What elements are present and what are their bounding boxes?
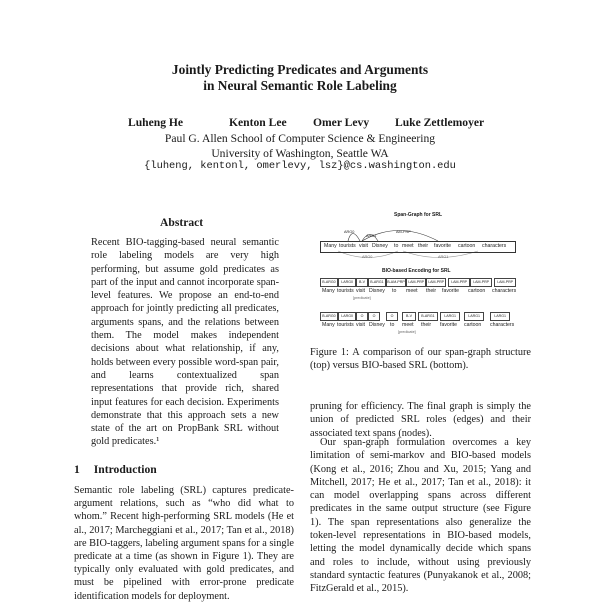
row2-tag-8: I-ARG1: [440, 312, 460, 321]
row2-tag-2: I-ARG0: [338, 312, 356, 321]
arc-label-2: ARG1: [366, 234, 377, 238]
author-2: Kenton Lee: [229, 116, 287, 129]
span-word-2: tourists: [339, 243, 356, 249]
row2-word-10: characters: [490, 322, 515, 328]
arc-label-4: ARG0: [362, 255, 373, 259]
row2-tag-7: B-ARG1: [418, 312, 438, 321]
row1-word-9: cartoon: [468, 288, 486, 294]
row1-word-3: visit: [356, 288, 365, 294]
row1-tag-3: B-V: [356, 278, 368, 287]
author-4: Luke Zettlemoyer: [395, 116, 485, 129]
row2-word-8: favorite: [440, 322, 458, 328]
row2-tag-3: O: [356, 312, 368, 321]
row1-word-2: tourists: [337, 288, 354, 294]
span-graph-title: Span-Graph for SRL: [394, 212, 443, 218]
arc-label-3: AM-PRP: [396, 230, 411, 234]
author-1: Luheng He: [128, 116, 184, 129]
predicate-marker-2: [predicate]: [398, 330, 416, 334]
section-number: 1: [74, 463, 80, 476]
row2-word-2: tourists: [337, 322, 354, 328]
row1-tag-1: B-ARG0: [320, 278, 338, 287]
row2-tag-1: B-ARG0: [320, 312, 338, 321]
figure-caption: Figure 1: A comparison of our span-graph structure (top) versus BIO-based SRL (bottom).: [310, 347, 531, 372]
span-word-6: meet: [402, 243, 414, 249]
author-emails: {luheng, kentonl, omerlevy, lsz}@cs.washington.edu: [144, 160, 456, 172]
affiliation: [0, 131, 600, 161]
row1-word-7: their: [426, 288, 437, 294]
row2-tag-10: I-ARG1: [490, 312, 510, 321]
abstract-text: Recent BIO-tagging-based neural semantic role labeling models are very high performing, but assume gold predicates as part of the input and cannot incorporate span-level features. We propose an end-to-end approach for jointly predicting all predicates, arguments spans, and the relations between them. The model makes independent decisions about what relationship, if any, holds between every possible word-span pair, and learns contextualized span representations that provide rich, shared input features for each decision. Experiments demonstrate that this approach sets a new state of the art on PropBank SRL without gold predicates.¹: [91, 237, 279, 448]
row1-word-5: to: [392, 288, 397, 294]
row1-tag-9: I-AM-PRP: [470, 278, 492, 287]
span-word-1: Many: [324, 243, 337, 249]
row2-tag-9: I-ARG1: [464, 312, 484, 321]
section-heading: [74, 463, 157, 476]
predicate-marker-1: [predicate]: [353, 296, 371, 300]
row2-word-1: Many: [322, 322, 335, 328]
span-word-9: cartoon: [458, 243, 476, 249]
row1-tag-5: B-AM-PRP: [386, 278, 406, 287]
row1-tag-8: I-AM-PRP: [448, 278, 470, 287]
span-word-10: characters: [482, 243, 507, 249]
row2-word-7: their: [421, 322, 432, 328]
span-word-4: Disney: [372, 243, 388, 249]
row2-tag-4: O: [368, 312, 380, 321]
row1-tag-6: I-AM-PRP: [406, 278, 426, 287]
row2-word-9: cartoon: [464, 322, 482, 328]
section-title: Introduction: [93, 463, 157, 476]
row2-word-3: visit: [356, 322, 365, 328]
paper-title: [0, 62, 600, 94]
row1-tag-2: I-ARG0: [338, 278, 356, 287]
bio-title: BIO-based Encoding for SRL: [382, 268, 451, 274]
row2-tag-6: B-V: [402, 312, 416, 321]
row1-word-6: meet: [406, 288, 418, 294]
arc-label-5: ARG1: [438, 255, 449, 259]
arc-arg0: [348, 234, 360, 242]
figure-1: [318, 212, 528, 337]
affiliation-line-1: Paul G. Allen School of Computer Science & Engineering: [164, 132, 436, 145]
row1-word-10: characters: [492, 288, 517, 294]
row1-word-4: Disney: [369, 288, 385, 294]
row2-tag-5: O: [386, 312, 398, 321]
row1-word-8: favorite: [442, 288, 460, 294]
row1-word-1: Many: [322, 288, 335, 294]
span-word-8: favorite: [434, 243, 452, 249]
abstract-heading: Abstract: [160, 216, 204, 229]
right-paragraph-2: Our span-graph formulation overcomes a key limitation of semi-markov and BIO-based models (Kong et al., 2016; Zhou and Xu, 2015; Yang and Mitchell, 2017; He et al., 2017; Tan et al., 2018): it can model overlapping spans across different predicates in the same output structure (see Figure 1). The span representations also generalize the token-level representations in BIO-based models, letting the model dynamically decide which spans and roles to include, without using previously standard syntactic features (Punyakanok et al., 2008; FitzGerald et al., 2015).: [310, 437, 531, 595]
arc-label-1: ARG0: [344, 230, 355, 234]
span-word-5: to: [394, 243, 399, 249]
title-line-2: in Neural Semantic Role Labeling: [203, 78, 397, 93]
span-word-7: their: [418, 243, 429, 249]
span-word-3: visit: [359, 243, 368, 249]
intro-text: Semantic role labeling (SRL) captures predicate-argument relations, such as “who did what to whom.” Recent high-performing SRL models (He et al., 2017; Marcheggiani et al., 2017; Tan et al., 2018) are BIO-taggers, labeling argument spans for a single predicate at a time (as shown in Figure 1). They are typically only evaluated with gold predicates, and must be pipelined with error-prone predicate identification models for deployment.: [74, 485, 294, 602]
row1-tag-7: I-AM-PRP: [426, 278, 446, 287]
row2-word-4: Disney: [369, 322, 385, 328]
row1-tag-4: B-ARG1: [368, 278, 386, 287]
row1-tag-10: I-AM-PRP: [494, 278, 516, 287]
title-line-1: Jointly Predicting Predicates and Arguments: [171, 62, 429, 77]
affiliation-line-2: University of Washington, Seattle WA: [211, 147, 389, 160]
right-paragraph-1: pruning for efficiency. The final graph is simply the union of predicted SRL roles (edges) and their associated text spans (nodes).: [310, 401, 531, 439]
row2-word-5: to: [390, 322, 395, 328]
author-3: Omer Levy: [313, 116, 370, 129]
row2-word-6: meet: [402, 322, 414, 328]
